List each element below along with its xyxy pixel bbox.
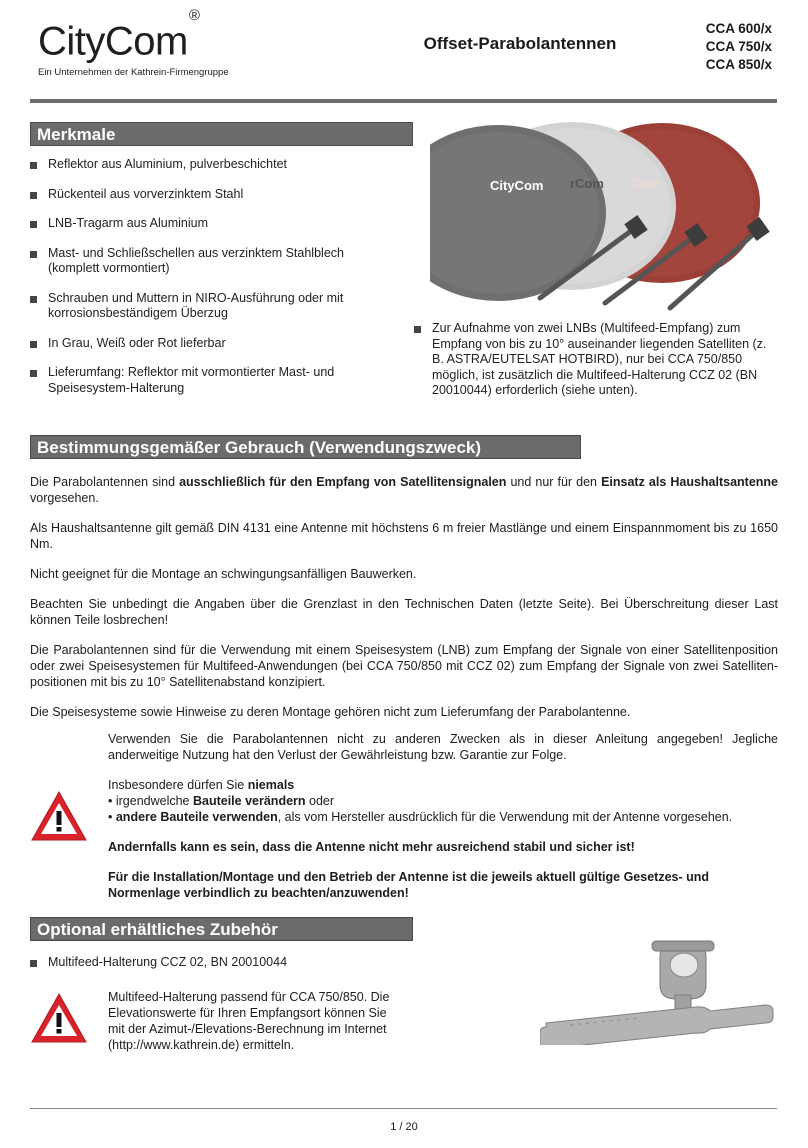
feature-list (30, 157, 380, 396)
document-title: Offset-Parabolantennen (423, 34, 617, 53)
model-list (640, 20, 772, 74)
list-item: Multifeed-Halterung CCZ 02, BN 20010044 (30, 955, 390, 971)
warning-icon (30, 790, 88, 842)
model-item: CCA 850/x (705, 57, 772, 72)
header-divider (30, 99, 777, 103)
usage-paragraph: Die Speisesysteme sowie Hinweise zu deren Montage gehören nicht zum Lieferumfang der Parabolantenne. (30, 705, 631, 719)
dish-label: Com (632, 176, 661, 191)
usage-text (30, 474, 778, 720)
footer-divider (30, 1108, 777, 1109)
dish-antennas-image (430, 118, 775, 318)
accessory-note: Multifeed-Halterung passend für CCA 750/850. Die Elevationswerte für Ihren Empfangsort können Sie mit der Azimut-/Elevations-Berechnung im Internet (http://www.kathrein.de) ermitteln. (108, 990, 390, 1052)
list-item: Schrauben und Muttern in NIRO-Ausführung oder mit korrosionsbeständigem Überzug (30, 291, 353, 322)
list-item: Rückenteil aus vorverzinktem Stahl (30, 187, 380, 203)
list-item: Lieferumfang: Reflektor mit vormontierter Mast- und Speisesystem-Halterung (30, 365, 343, 396)
usage-paragraph: Nicht geeignet für die Montage an schwingungsanfälligen Bauwerken. (30, 567, 417, 581)
warning-paragraph: Andernfalls kann es sein, dass die Antenne nicht mehr ausreichend stabil und sicher ist! (108, 840, 635, 854)
warning-icon (30, 992, 88, 1044)
multifeed-bracket-image (540, 935, 775, 1045)
warning-paragraph: Insbesondere dürfen Sie niemals (108, 778, 295, 792)
usage-paragraph: Als Haushaltsantenne gilt gemäß DIN 4131 eine Antenne mit höchstens 6 m freier Mastlänge und einem Einspannmoment bis zu 1650 Nm. (30, 521, 778, 551)
list-item: Zur Aufnahme von zwei LNBs (Multifeed-Empfang) zum Empfang von bis zu 10° auseinander liegenden Satelliten (z. B. ASTRA/EUTELSAT HOTBIRD), nur bei CCA 750/850 möglich, ist zusätzlich die Multifeed-Halterung CCZ 02 (BN 20010044) erforderlich (siehe unten). (414, 321, 769, 399)
warning-paragraph: Verwenden Sie die Parabolantennen nicht zu anderen Zwecken als in dieser Anleitung angegeben! Jegliche anderweitige Nutzung hat den Verlust der Gewährleistung bzw. Garantie zur Folge. (108, 732, 778, 762)
usage-paragraph: Die Parabolantennen sind ausschließlich für den Empfang von Satellitensignalen und nur für den Einsatz als Haushaltsantenne vorgesehen. (30, 475, 779, 505)
list-item: Reflektor aus Aluminium, pulverbeschichtet (30, 157, 380, 173)
warning-bullet: • andere Bauteile verwenden, als vom Hersteller ausdrücklich für die Verwendung mit der Antenne vorgesehen. (108, 810, 733, 824)
list-item: Mast- und Schließschellen aus verzinktem Stahlblech (komplett vormontiert) (30, 246, 348, 277)
section-heading-accessory: Optional erhältliches Zubehör (30, 917, 413, 941)
warning-bullet: • irgendwelche Bauteile verändern oder (108, 794, 335, 808)
section-heading-usage: Bestimmungsgemäßer Gebrauch (Verwendungszweck) (30, 435, 581, 459)
model-item: CCA 600/x (705, 21, 772, 36)
brand-logo: CityCom® (38, 7, 200, 64)
accessory-list (30, 955, 390, 971)
model-item: CCA 750/x (705, 39, 772, 54)
section-heading-features: Merkmale (30, 122, 413, 146)
usage-paragraph: Beachten Sie unbedingt die Angaben über die Grenzlast in den Technischen Daten (letzte Seite). Bei Überschreitung dieser Last können Teile losbrechen! (30, 597, 778, 627)
list-item: In Grau, Weiß oder Rot lieferbar (30, 336, 380, 352)
warning-paragraph: Für die Installation/Montage und den Betrieb der Antenne ist die jeweils aktuell gültige Gesetzes- und Normenlage verbindlich zu beachten/anzuwenden! (108, 870, 710, 900)
brand-tagline: Ein Unternehmen der Kathrein-Firmengruppe (38, 67, 229, 78)
page-number: 1 / 20 (390, 1121, 418, 1133)
multifeed-note-list (414, 321, 769, 399)
usage-paragraph: Die Parabolantennen sind für die Verwendung mit einem Speisesystem (LNB) zum Empfang der Signale von einer Satellitenposition oder zwei Speisesystemen für Multifeed-Anwendungen (bei CCA 750/850 mit CCZ 02) zum Empfang der Signale von zwei Satelliten-positionen mit bis zu 10° Satellitenabstand konzipiert. (30, 643, 778, 689)
dish-label: rCom (570, 176, 604, 191)
list-item: LNB-Tragarm aus Aluminium (30, 216, 380, 232)
dish-label: CityCom (490, 178, 544, 193)
warning-text (108, 731, 778, 901)
